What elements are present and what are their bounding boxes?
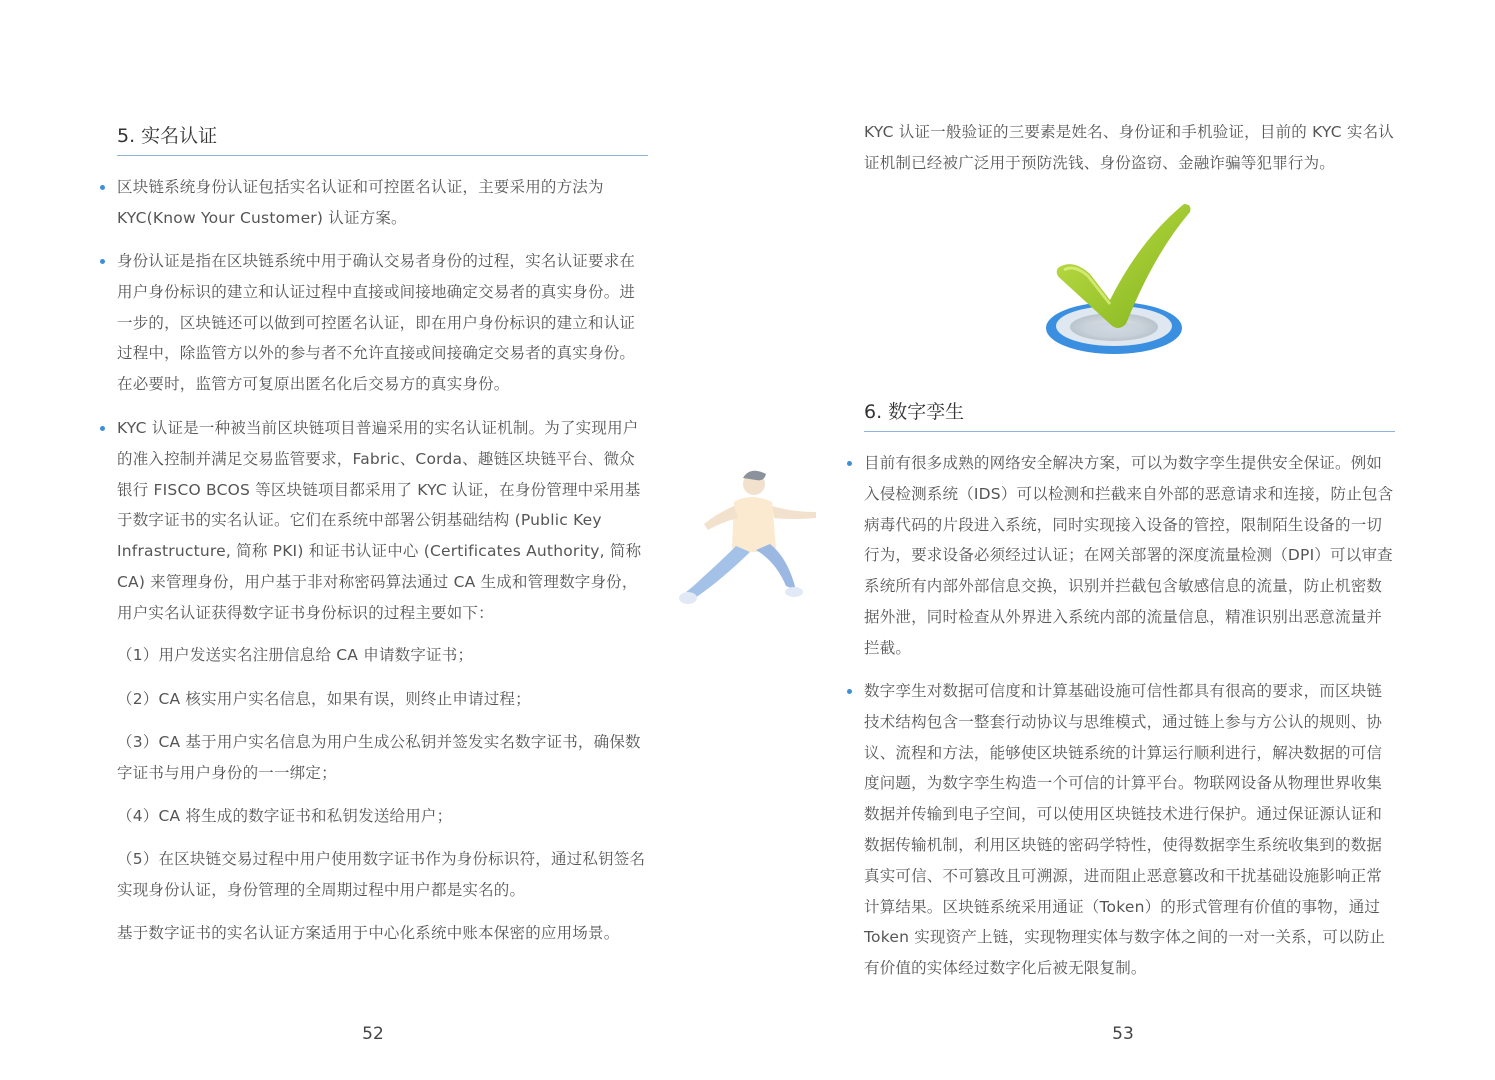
step-paragraph: （2）CA 核实用户实名信息，如果有误，则终止申请过程； — [117, 690, 531, 708]
bullet-paragraph: 目前有很多成熟的网络安全解决方案，可以为数字孪生提供安全保证。例如入侵检测系统（IDS）可以检测和拦截来自外部的恶意请求和连接，防止包含病毒代码的片段进入系统，同时实现接入设备的管控，限制陌生设备的一切行为，要求设备必须经过认证；在网关部署的深度流量检测（DPI）可以审查系统所有内部外部信息交换，识别并拦截包含敏感信息的流量，防止机密数据外泄，同时检查从外界进入系统内部的流量信息，精准识别出恶意流量并拦截。 — [864, 454, 1394, 657]
bullet-paragraph: KYC 认证是一种被当前区块链项目普遍采用的实名认证机制。为了实现用户的准入控制并满足交易监管要求，Fabric、Corda、趣链区块链平台、微众银行 FISCO BCOS 等区块链项目都采用了 KYC 认证，在身份管理中采用基于数字证书的实名认证。它们在系统中部署公钥基础结构 (Public Key Infrastructure, 简称 PKI) 和证书认证中心 (Certificates Authority, 简称 CA) 来管理身份，用户基于非对称密码算法通过 CA 生成和管理数字身份，用户实名认证获得数字证书身份标识的过程主要如下： — [117, 419, 642, 622]
section-title-real-name-auth: 5. 实名认证 — [117, 125, 218, 147]
right-page — [747, 0, 1495, 1080]
bullet-icon — [100, 185, 105, 190]
page-number: 52 — [362, 1024, 384, 1044]
section-title-digital-twin: 6. 数字孪生 — [864, 401, 965, 423]
bullet-icon — [100, 259, 105, 264]
bullet-icon — [847, 689, 852, 694]
checkmark-icon — [1044, 200, 1194, 360]
bullet-paragraph: 区块链系统身份认证包括实名认证和可控匿名认证，主要采用的方法为KYC(Know Your Customer) 认证方案。 — [117, 178, 604, 227]
page-number: 53 — [1112, 1024, 1134, 1044]
step-paragraph: （4）CA 将生成的数字证书和私钥发送给用户； — [117, 807, 453, 825]
bullet-icon — [100, 426, 105, 431]
step-paragraph: （3）CA 基于用户实名信息为用户生成公私钥并签发实名数字证书，确保数字证书与用户身份的一一绑定； — [117, 733, 641, 782]
step-paragraph: （5）在区块链交易过程中用户使用数字证书作为身份标识符，通过私钥签名实现身份认证，身份管理的全周期过程中用户都是实名的。 — [117, 850, 646, 899]
section-rule — [864, 431, 1395, 432]
step-paragraph: （1）用户发送实名注册信息给 CA 申请数字证书； — [117, 646, 474, 664]
left-page — [0, 0, 747, 1080]
bullet-icon — [847, 461, 852, 466]
intro-paragraph: KYC 认证一般验证的三要素是姓名、身份证和手机验证，目前的 KYC 实名认证机制已经被广泛用于预防洗钱、身份盗窃、金融诈骗等犯罪行为。 — [864, 123, 1394, 172]
closing-paragraph: 基于数字证书的实名认证方案适用于中心化系统中账本保密的应用场景。 — [117, 924, 620, 942]
bullet-paragraph: 身份认证是指在区块链系统中用于确认交易者身份的过程，实名认证要求在用户身份标识的建立和认证过程中直接或间接地确定交易者的真实身份。进一步的，区块链还可以做到可控匿名认证，即在用户身份标识的建立和认证过程中，除监管方以外的参与者不允许直接或间接确定交易者的真实身份。在必要时，监管方可复原出匿名化后交易方的真实身份。 — [117, 252, 636, 394]
section-rule — [117, 155, 648, 156]
bullet-paragraph: 数字孪生对数据可信度和计算基础设施可信性都具有很高的要求，而区块链技术结构包含一整套行动协议与思维模式，通过链上参与方公认的规则、协议、流程和方法，能够使区块链系统的计算运行顺利进行，解决数据的可信度问题，为数字孪生构造一个可信的计算平台。物联网设备从物理世界收集数据并传输到电子空间，可以使用区块链技术进行保护。通过保证源认证和数据传输机制，利用区块链的密码学特性，使得数据孪生系统收集到的数据真实可信、不可篡改且可溯源，进而阻止恶意篡改和干扰基础设施影响正常计算结果。区块链系统采用通证（Token）的形式管理有价值的事物，通过 Token 实现资产上链，实现物理实体与数字体之间的一对一关系，可以防止有价值的实体经过数字化后被无限复制。 — [864, 682, 1386, 978]
